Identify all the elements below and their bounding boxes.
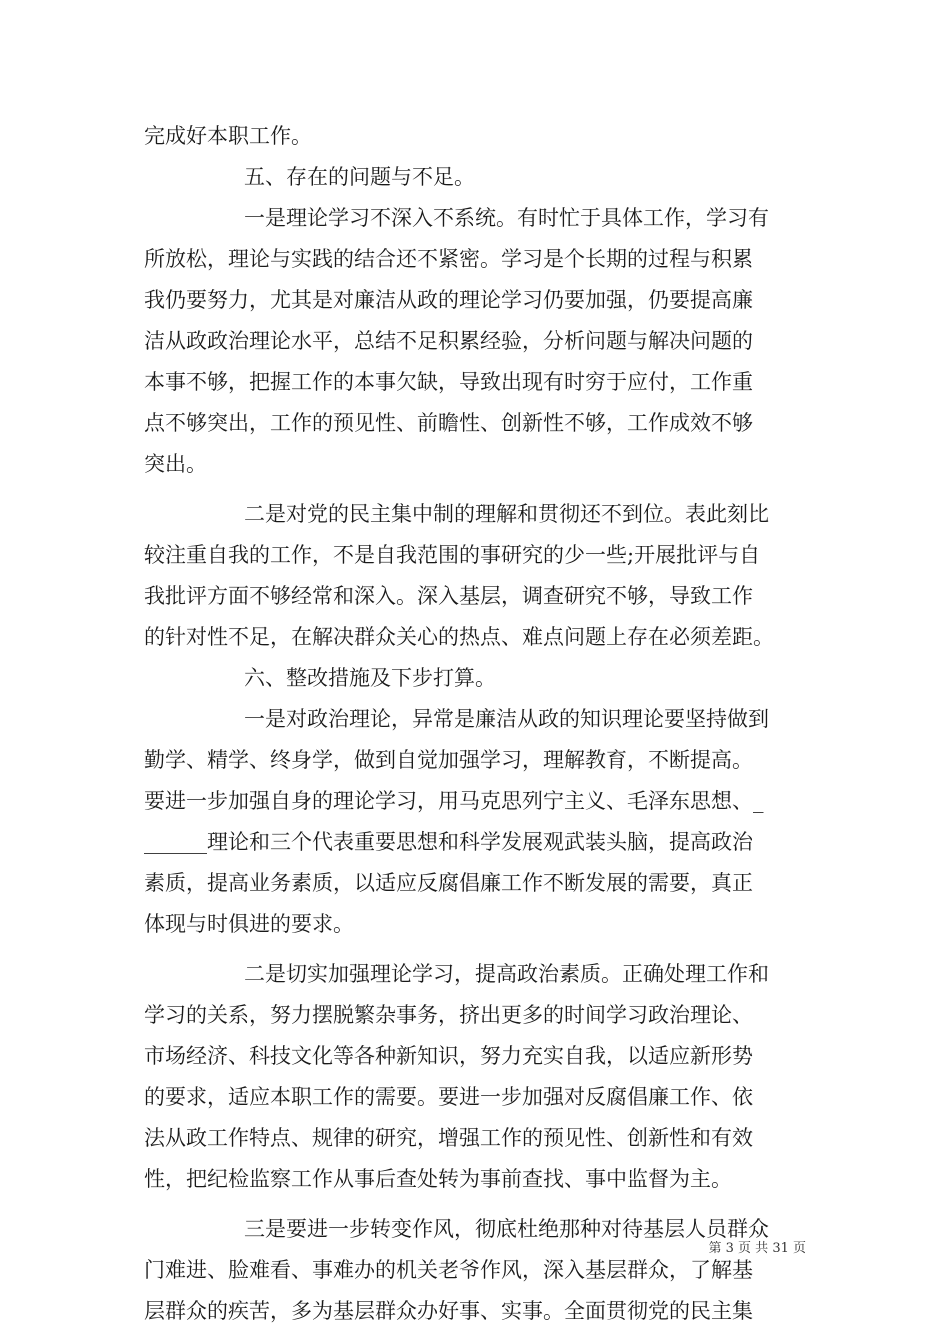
text-line: 所放松，理论与实践的结合还不紧密。学习是个长期的过程与积累	[144, 247, 753, 271]
text-line: 市场经济、科技文化等各种新知识，努力充实自我，以适应新形势	[144, 1044, 753, 1068]
paragraph-start: 一是对政治理论，异常是廉洁从政的知识理论要坚持做到	[244, 707, 769, 731]
text-line: ______理论和三个代表重要思想和科学发展观武装头脑，提高政治	[144, 830, 753, 854]
text-line: 要进一步加强自身的理论学习，用马克思列宁主义、毛泽东思想、_	[144, 789, 764, 813]
text-line: 勤学、精学、终身学，做到自觉加强学习，理解教育，不断提高。	[144, 748, 753, 772]
paragraph-start: 三是要进一步转变作风，彻底杜绝那种对待基层人员群众	[244, 1217, 769, 1241]
text-line: 洁从政政治理论水平，总结不足积累经验，分析问题与解决问题的	[144, 329, 753, 353]
text-line: 层群众的疾苦，多为基层群众办好事、实事。全面贯彻党的民主集	[144, 1299, 753, 1323]
text-line: 素质，提高业务素质，以适应反腐倡廉工作不断发展的需要，真正	[144, 871, 753, 895]
page-number: 第 3 页 共 31 页	[708, 1241, 806, 1256]
text-line: 我批评方面不够经常和深入。深入基层，调查研究不够，导致工作	[144, 584, 753, 608]
text-line: 性，把纪检监察工作从事后查处转为事前查找、事中监督为主。	[144, 1167, 732, 1191]
text-line: 本事不够，把握工作的本事欠缺，导致出现有时穷于应付，工作重	[144, 370, 753, 394]
text-line: 我仍要努力，尤其是对廉洁从政的理论学习仍要加强，仍要提高廉	[144, 288, 753, 312]
paragraph-start: 二是切实加强理论学习，提高政治素质。正确处理工作和	[244, 962, 769, 986]
text-line: 突出。	[144, 452, 207, 476]
text-line: 法从政工作特点、规律的研究，增强工作的预见性、创新性和有效	[144, 1126, 753, 1150]
text-line: 的针对性不足，在解决群众关心的热点、难点问题上存在必须差距。	[144, 625, 774, 649]
text-line: 完成好本职工作。	[144, 124, 312, 148]
text-line: 较注重自我的工作，不是自我范围的事研究的少一些;开展批评与自	[144, 543, 761, 567]
text-line: 的要求，适应本职工作的需要。要进一步加强对反腐倡廉工作、依	[144, 1085, 753, 1109]
paragraph-start: 二是对党的民主集中制的理解和贯彻还不到位。表此刻比	[244, 502, 769, 526]
section-heading-measures: 六、整改措施及下步打算。	[244, 666, 496, 690]
text-line: 学习的关系，努力摆脱繁杂事务，挤出更多的时间学习政治理论、	[144, 1003, 753, 1027]
text-line: 体现与时俱进的要求。	[144, 912, 354, 936]
text-line: 门难进、脸难看、事难办的机关老爷作风，深入基层群众，了解基	[144, 1258, 753, 1282]
text-line: 点不够突出，工作的预见性、前瞻性、创新性不够，工作成效不够	[144, 411, 753, 435]
paragraph-start: 一是理论学习不深入不系统。有时忙于具体工作，学习有	[244, 206, 769, 230]
document-body	[144, 116, 806, 1332]
section-heading-problems: 五、存在的问题与不足。	[244, 165, 475, 189]
